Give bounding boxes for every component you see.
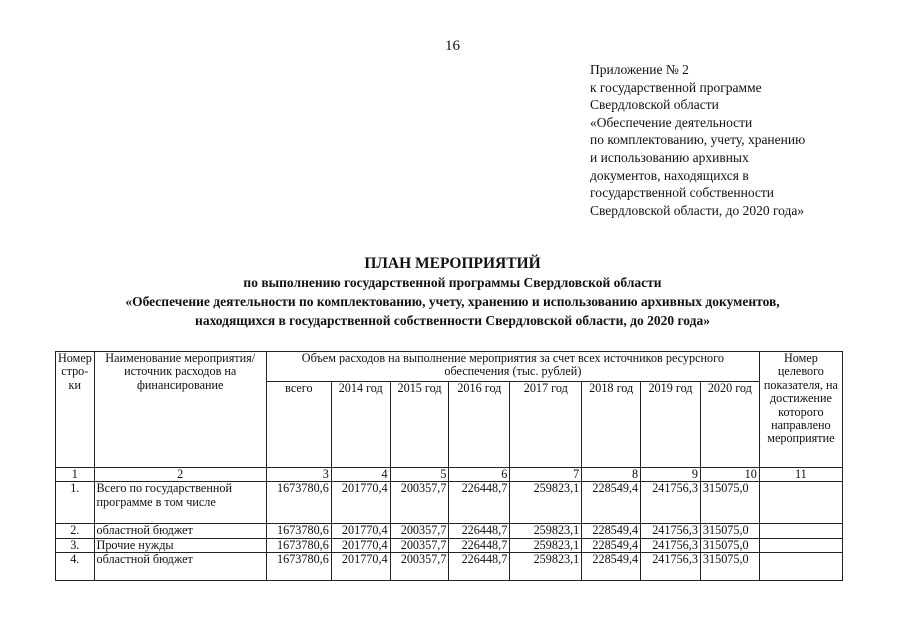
header-target: Номер целевого показателя, на достижение которого направлено мероприятие: [759, 352, 842, 468]
value-cell: 259823,1: [510, 524, 582, 538]
header-year: 2019 год: [641, 382, 701, 468]
header-row: [56, 352, 843, 382]
value-cell: 315075,0: [700, 482, 759, 524]
appendix-line: государственной собственности: [590, 185, 775, 201]
column-number: 8: [582, 468, 641, 482]
appendix-line: Свердловской области: [590, 97, 719, 113]
appendix-line: к государственной программе: [590, 79, 762, 95]
value-cell: 315075,0: [700, 538, 759, 552]
value-cell: 241756,3: [641, 553, 701, 581]
value-cell: 1673780,6: [266, 553, 331, 581]
row-number: 1.: [56, 482, 95, 524]
value-cell: 201770,4: [331, 553, 390, 581]
value-cell: 201770,4: [331, 482, 390, 524]
column-number: 9: [641, 468, 701, 482]
value-cell: 241756,3: [641, 524, 701, 538]
header-year: 2018 год: [582, 382, 641, 468]
value-cell: 1673780,6: [266, 524, 331, 538]
row-number: 4.: [56, 553, 95, 581]
column-number: 4: [331, 468, 390, 482]
value-cell: 228549,4: [582, 553, 641, 581]
target-cell: [759, 538, 842, 552]
table-row: [56, 524, 843, 538]
column-number: 6: [449, 468, 510, 482]
table-row: [56, 482, 843, 524]
header-year: 2020 год: [700, 382, 759, 468]
header-year: 2015 год: [390, 382, 449, 468]
column-number: 1: [56, 468, 95, 482]
appendix-line: по комплектованию, учету, хранению: [590, 132, 806, 148]
title-line: «Обеспечение деятельности по комплектованию, учету, хранению и использованию архивных документов,: [125, 294, 780, 309]
page-number: 16: [445, 38, 460, 54]
column-number: 5: [390, 468, 449, 482]
value-cell: 226448,7: [449, 524, 510, 538]
title-line: по выполнению государственной программы Свердловской области: [243, 275, 662, 290]
header-name: Наименование мероприятия/ источник расходов на финансирование: [94, 352, 266, 468]
value-cell: 228549,4: [582, 538, 641, 552]
value-cell: 200357,7: [390, 482, 449, 524]
target-cell: [759, 524, 842, 538]
value-cell: 228549,4: [582, 482, 641, 524]
column-numbers-row: [56, 468, 843, 482]
table-row: [56, 538, 843, 552]
row-name: Прочие нужды: [94, 538, 266, 552]
title-line: находящихся в государственной собственности Свердловской области, до 2020 года»: [195, 313, 710, 328]
header-row-number: Номер стро- ки: [56, 352, 95, 468]
title-heading: ПЛАН МЕРОПРИЯТИЙ: [364, 255, 541, 272]
target-cell: [759, 553, 842, 581]
appendix-line: документов, находящихся в: [590, 167, 749, 183]
row-name: областной бюджет: [94, 524, 266, 538]
header-expenses: Объем расходов на выполнение мероприятия за счет всех источников ресурсного обеспечения (тыс. рублей): [266, 352, 759, 382]
value-cell: 259823,1: [510, 553, 582, 581]
value-cell: 201770,4: [331, 524, 390, 538]
value-cell: 200357,7: [390, 553, 449, 581]
column-number: 3: [266, 468, 331, 482]
value-cell: 1673780,6: [266, 482, 331, 524]
column-number: 11: [759, 468, 842, 482]
value-cell: 241756,3: [641, 538, 701, 552]
appendix-note: [590, 61, 890, 219]
value-cell: 259823,1: [510, 482, 582, 524]
appendix-line: Приложение № 2: [590, 62, 689, 77]
row-number: 3.: [56, 538, 95, 552]
document-title: [0, 255, 905, 330]
value-cell: 228549,4: [582, 524, 641, 538]
header-year: 2014 год: [331, 382, 390, 468]
target-cell: [759, 482, 842, 524]
value-cell: 226448,7: [449, 482, 510, 524]
column-number: 7: [510, 468, 582, 482]
row-number: 2.: [56, 524, 95, 538]
value-cell: 200357,7: [390, 524, 449, 538]
value-cell: 226448,7: [449, 538, 510, 552]
row-name: областной бюджет: [94, 553, 266, 581]
appendix-line: «Обеспечение деятельности: [590, 114, 753, 130]
row-name: Всего по государственной программе в том числе: [94, 482, 266, 524]
value-cell: 241756,3: [641, 482, 701, 524]
appendix-line: и использованию архивных: [590, 149, 749, 165]
column-number: 10: [700, 468, 759, 482]
column-number: 2: [94, 468, 266, 482]
value-cell: 201770,4: [331, 538, 390, 552]
table-row: [56, 553, 843, 581]
value-cell: 315075,0: [700, 553, 759, 581]
header-year: всего: [266, 382, 331, 468]
appendix-line: Свердловской области, до 2020 года»: [590, 202, 805, 218]
value-cell: 226448,7: [449, 553, 510, 581]
value-cell: 200357,7: [390, 538, 449, 552]
header-year: 2017 год: [510, 382, 582, 468]
value-cell: 259823,1: [510, 538, 582, 552]
plan-table: [55, 351, 843, 581]
value-cell: 315075,0: [700, 524, 759, 538]
value-cell: 1673780,6: [266, 538, 331, 552]
header-year: 2016 год: [449, 382, 510, 468]
